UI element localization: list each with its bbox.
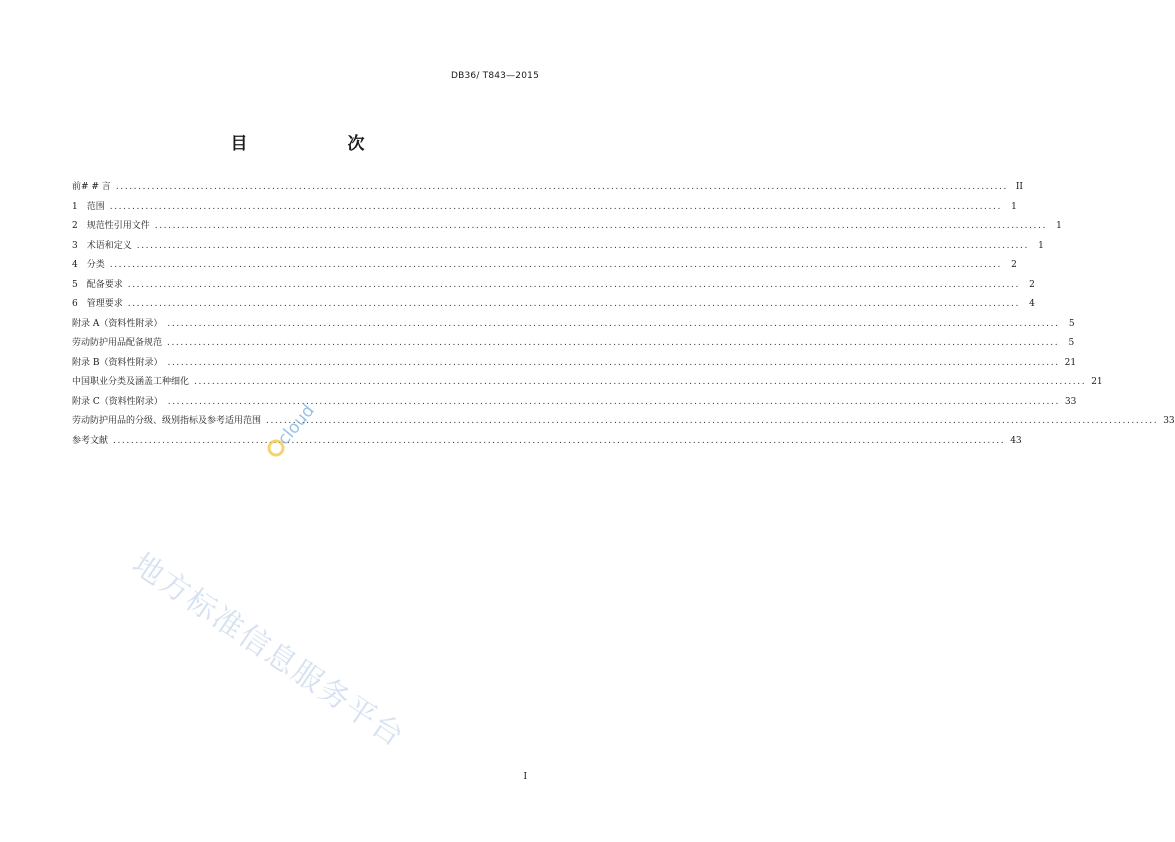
dot-leader: ........................................................................................................................................................................................................ bbox=[113, 435, 1006, 446]
toc-entry-label: 6 管理要求 bbox=[72, 299, 123, 309]
toc-entry-label: 劳动防护用品配备规范 bbox=[72, 338, 163, 348]
watermark-text: 地方标准信息服务平台 bbox=[125, 546, 411, 755]
toc-entry-page: 4 bbox=[1029, 299, 1035, 309]
dot-leader: ........................................................................................................................................................................................................ bbox=[167, 318, 1060, 329]
dot-leader: ........................................................................................................................................................................................................ bbox=[167, 396, 1060, 407]
dot-leader: ........................................................................................................................................................................................................ bbox=[127, 279, 1020, 290]
toc-entry[interactable] bbox=[72, 295, 1035, 315]
toc-entry[interactable] bbox=[72, 276, 1035, 296]
toc-entry-page: II bbox=[1015, 182, 1023, 192]
toc-entry-label: 5 配备要求 bbox=[72, 279, 123, 290]
toc-entry[interactable] bbox=[72, 334, 1075, 354]
toc-entry-page: 5 bbox=[1068, 338, 1075, 348]
toc-entry[interactable] bbox=[72, 354, 1077, 374]
toc-entry[interactable] bbox=[72, 237, 1044, 257]
toc-entry-page: 1 bbox=[1011, 201, 1017, 212]
toc-entry[interactable] bbox=[72, 373, 1103, 393]
toc-entry[interactable] bbox=[72, 178, 1023, 198]
toc-entry-page: 33 bbox=[1064, 396, 1077, 407]
toc-entry-page: 2 bbox=[1011, 260, 1017, 270]
toc-entry-page: 1 bbox=[1038, 240, 1044, 251]
toc-entry[interactable] bbox=[72, 256, 1017, 276]
toc-entry-label: 前# # 言 bbox=[72, 182, 111, 192]
dot-leader: ........................................................................................................................................................................................................ bbox=[167, 338, 1060, 348]
dot-leader: ........................................................................................................................................................................................................ bbox=[127, 299, 1020, 309]
dot-leader: ........................................................................................................................................................................................................ bbox=[136, 240, 1029, 251]
dot-leader: ........................................................................................................................................................................................................ bbox=[115, 182, 1008, 192]
toc-entry-label: 参考文献 bbox=[72, 435, 109, 446]
toc-entry-label: 附录 C（资料性附录） bbox=[72, 396, 163, 407]
toc-entry-page: 21 bbox=[1091, 377, 1103, 387]
toc-entry-page: 21 bbox=[1064, 357, 1077, 368]
dot-leader: ........................................................................................................................................................................................................ bbox=[167, 357, 1060, 368]
toc-entry[interactable] bbox=[72, 198, 1017, 218]
dot-leader: ........................................................................................................................................................................................................ bbox=[194, 377, 1087, 387]
toc-entry-page: 33 bbox=[1163, 416, 1175, 426]
toc-entry-page: 2 bbox=[1029, 279, 1035, 290]
toc-entry-label: 附录 A（资料性附录） bbox=[72, 318, 163, 329]
dot-leader: ........................................................................................................................................................................................................ bbox=[154, 221, 1047, 231]
page-title: 目 次 bbox=[230, 134, 387, 154]
dot-leader: ........................................................................................................................................................................................................ bbox=[109, 260, 1002, 270]
toc-entry-label: 1 范围 bbox=[72, 201, 105, 212]
standard-code: DB36/ T843—2015 bbox=[450, 71, 539, 81]
toc-entry-page: 1 bbox=[1056, 221, 1062, 231]
toc-entry[interactable] bbox=[72, 217, 1062, 237]
dot-leader: ........................................................................................................................................................................................................ bbox=[109, 201, 1002, 212]
dot-leader: ........................................................................................................................................................................................................ bbox=[266, 416, 1159, 426]
toc-entry-label: 2 规范性引用文件 bbox=[72, 221, 150, 231]
toc-entry-page: 5 bbox=[1068, 318, 1075, 329]
toc-entry-label: 劳动防护用品的分级、级别指标及参考适用范围 bbox=[72, 416, 262, 426]
page-number: I bbox=[523, 772, 527, 782]
toc-entry-label: 3 术语和定义 bbox=[72, 240, 132, 251]
toc-entry-label: 附录 B（资料性附录） bbox=[72, 357, 163, 368]
toc-entry[interactable] bbox=[72, 315, 1075, 335]
logo-text: cloud bbox=[273, 400, 319, 450]
cloud-logo-icon bbox=[258, 400, 328, 460]
toc-entry-page: 43 bbox=[1010, 435, 1022, 446]
toc-entry-label: 4 分类 bbox=[72, 260, 105, 270]
toc-entry-label: 中国职业分类及涵盖工种细化 bbox=[72, 377, 190, 387]
